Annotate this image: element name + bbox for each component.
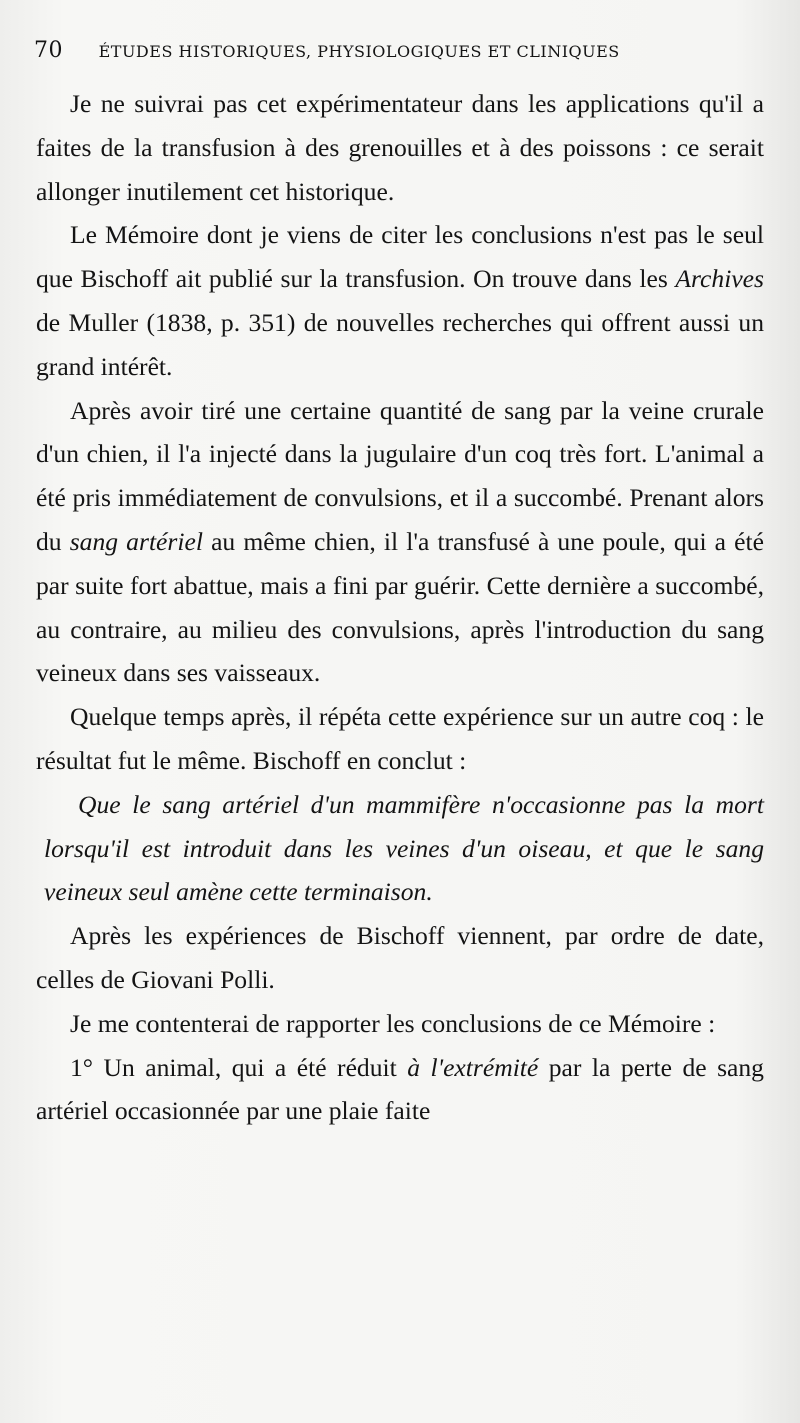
running-title: ÉTUDES HISTORIQUES, PHYSIOLOGIQUES ET CLINIQUES: [98, 42, 620, 61]
quoted-conclusion: Que le sang artériel d'un mammifère n'occasionne pas la mort lorsqu'il est introduit dans les veines d'un oiseau, et que le sang veineux seul amène cette terminaison.: [44, 789, 764, 907]
paragraph-4: Quelque temps après, il répéta cette expérience sur un autre coq : le résultat fut le même. Bischoff en conclut :: [36, 702, 764, 775]
paragraph-3-text-a: Après avoir tiré une certaine quantité de sang par la veine crurale d'un chien, il l'a injecté dans la jugulaire d'un coq très fort. L'animal a été pris immédiatement de convulsions, et il a succombé. Prenant alors du: [36, 395, 764, 556]
paragraph-2: [36, 213, 764, 388]
paragraph-6: Après les expériences de Bischoff viennent, par ordre de date, celles de Giovani Polli.: [36, 921, 764, 994]
paragraph-8-text-a: 1° Un animal, qui a été réduit: [70, 1052, 408, 1082]
paragraph-3-italic: sang artériel: [69, 526, 203, 556]
page-body: [36, 82, 764, 1133]
paragraph-2-text-b: de Muller (1838, p. 351) de nouvelles recherches qui offrent aussi un grand intérêt.: [36, 307, 764, 381]
paragraph-8-italic: à l'extrémité: [407, 1052, 539, 1082]
paragraph-3-text-b: au même chien, il l'a transfusé à une poule, qui a été par suite fort abattue, mais a fini par guérir. Cette dernière a succombé, au contraire, au milieu des convulsions, après l'introduction du sang veineux dans ses vaisseaux.: [36, 526, 764, 688]
page-number: 70: [34, 38, 63, 63]
paragraph-2-italic: Archives: [675, 264, 764, 294]
paragraph-3: [36, 389, 764, 696]
paragraph-8-text-b: par la perte de sang artériel occasionnée par une plaie faite: [36, 1052, 764, 1126]
running-head: [34, 38, 774, 63]
paragraph-7: Je me contenterai de rapporter les conclusions de ce Mémoire :: [70, 1008, 716, 1038]
paragraph-2-text-a: Le Mémoire dont je viens de citer les conclusions n'est pas le seul que Bischoff ait publié sur la transfusion. On trouve dans les: [36, 220, 764, 294]
paragraph-1: Je ne suivrai pas cet expérimentateur dans les applications qu'il a faites de la transfusion à des grenouilles et à des poissons : ce serait allonger inutilement cet historique.: [36, 89, 764, 206]
paragraph-8: [36, 1046, 764, 1134]
